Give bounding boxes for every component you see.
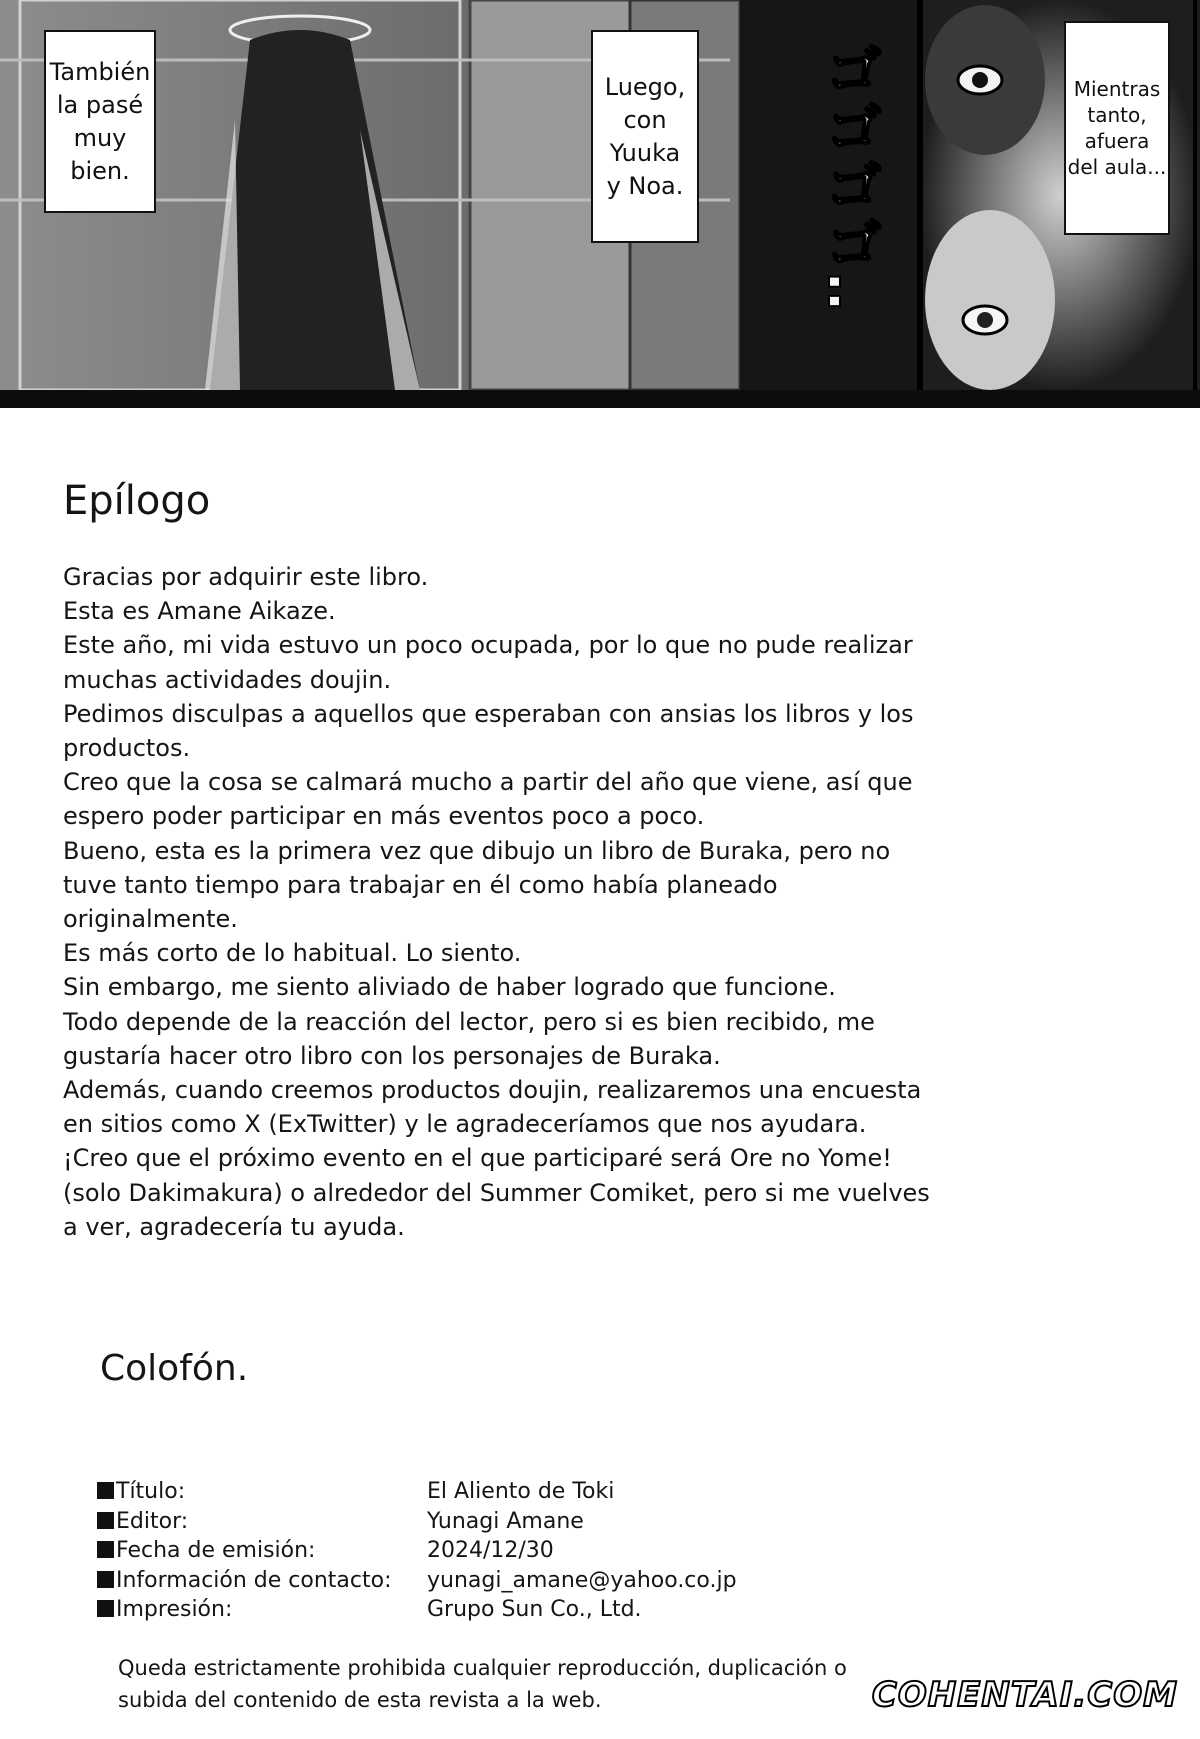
- colophon-label: Impresión:: [116, 1597, 233, 1622]
- epilogue-line: tuve tanto tiempo para trabajar en él como había planeado: [63, 870, 778, 899]
- epilogue-line: gustaría hacer otro libro con los personajes de Buraka.: [63, 1041, 721, 1070]
- epilogue-body: [63, 560, 1063, 1244]
- colophon-row: [97, 1507, 737, 1537]
- epilogue-line: en sitios como X (ExTwitter) y le agradeceríamos que nos ayudara.: [63, 1110, 867, 1139]
- colophon-row: [97, 1477, 737, 1507]
- epilogue-line: productos.: [63, 734, 191, 763]
- epilogue-line: a ver, agradecería tu ayuda.: [63, 1212, 405, 1241]
- epilogue-line: Es más corto de lo habitual. Lo siento.: [63, 939, 522, 968]
- epilogue-line: muchas actividades doujin.: [63, 665, 392, 694]
- colophon-value: Yunagi Amane: [427, 1508, 584, 1534]
- panel-bottom-border: [0, 390, 1200, 408]
- notice-line: Queda estrictamente prohibida cualquier reproducción, duplicación o: [118, 1656, 847, 1680]
- colophon-value: yunagi_amane@yahoo.co.jp: [427, 1567, 737, 1593]
- copyright-notice: [118, 1652, 938, 1716]
- epilogue-line: Gracias por adquirir este libro.: [63, 563, 429, 591]
- notice-line: subida del contenido de esta revista a la web.: [118, 1688, 602, 1712]
- bullet-square-icon: [97, 1600, 114, 1617]
- colophon-label: Título:: [116, 1479, 186, 1504]
- epilogue-line: Este año, mi vida estuvo un poco ocupada, por lo que no pude realizar: [63, 631, 913, 660]
- epilogue-line: Además, cuando creemos productos doujin, realizaremos una encuesta: [63, 1076, 922, 1105]
- speech-bubble-1: También la pasé muy bien.: [44, 30, 156, 213]
- colophon-label: Información de contacto:: [116, 1567, 392, 1593]
- epilogue-title: Epílogo: [63, 478, 211, 524]
- colophon-table: [97, 1477, 737, 1625]
- colophon-row: [97, 1595, 737, 1625]
- epilogue-line: (solo Dakimakura) o alrededor del Summer Comiket, pero si me vuelves: [63, 1178, 930, 1207]
- epilogue-line: originalmente.: [63, 905, 238, 934]
- colophon-value: El Aliento de Toki: [427, 1479, 615, 1504]
- epilogue-line: Pedimos disculpas a aquellos que esperaban con ansias los libros y los: [63, 699, 914, 728]
- colophon-label: Editor:: [116, 1508, 189, 1534]
- epilogue-line: Todo depende de la reacción del lector, pero si es bien recibido, me: [63, 1007, 875, 1036]
- colophon-value: Grupo Sun Co., Ltd.: [427, 1597, 642, 1622]
- epilogue-line: espero poder participar en más eventos poco a poco.: [63, 802, 705, 831]
- colophon-title: Colofón.: [100, 1348, 249, 1389]
- bullet-square-icon: [97, 1512, 114, 1529]
- colophon-label: Fecha de emisión:: [116, 1538, 316, 1563]
- epilogue-line: Bueno, esta es la primera vez que dibujo un libro de Buraka, pero no: [63, 836, 891, 865]
- epilogue-line: ¡Creo que el próximo evento en el que participaré será Ore no Yome!: [63, 1144, 892, 1173]
- bullet-square-icon: [97, 1571, 114, 1588]
- bullet-square-icon: [97, 1541, 114, 1558]
- epilogue-line: Sin embargo, me siento aliviado de haber logrado que funcione.: [63, 973, 836, 1002]
- colophon-value: 2024/12/30: [427, 1538, 554, 1563]
- bullet-square-icon: [97, 1482, 114, 1499]
- sound-effect: ゴゴゴゴ‥: [815, 40, 883, 311]
- colophon-row: [97, 1536, 737, 1566]
- epilogue-line: Esta es Amane Aikaze.: [63, 597, 336, 626]
- manga-panel: [0, 0, 1200, 408]
- speech-bubble-2: Luego, con Yuuka y Noa.: [591, 30, 699, 243]
- speech-bubble-3: Mientras tanto, afuera del aula...: [1064, 21, 1170, 235]
- site-watermark: COHENTAI.COM: [871, 1675, 1178, 1715]
- colophon-row: [97, 1566, 737, 1596]
- epilogue-line: Creo que la cosa se calmará mucho a partir del año que viene, así que: [63, 768, 913, 797]
